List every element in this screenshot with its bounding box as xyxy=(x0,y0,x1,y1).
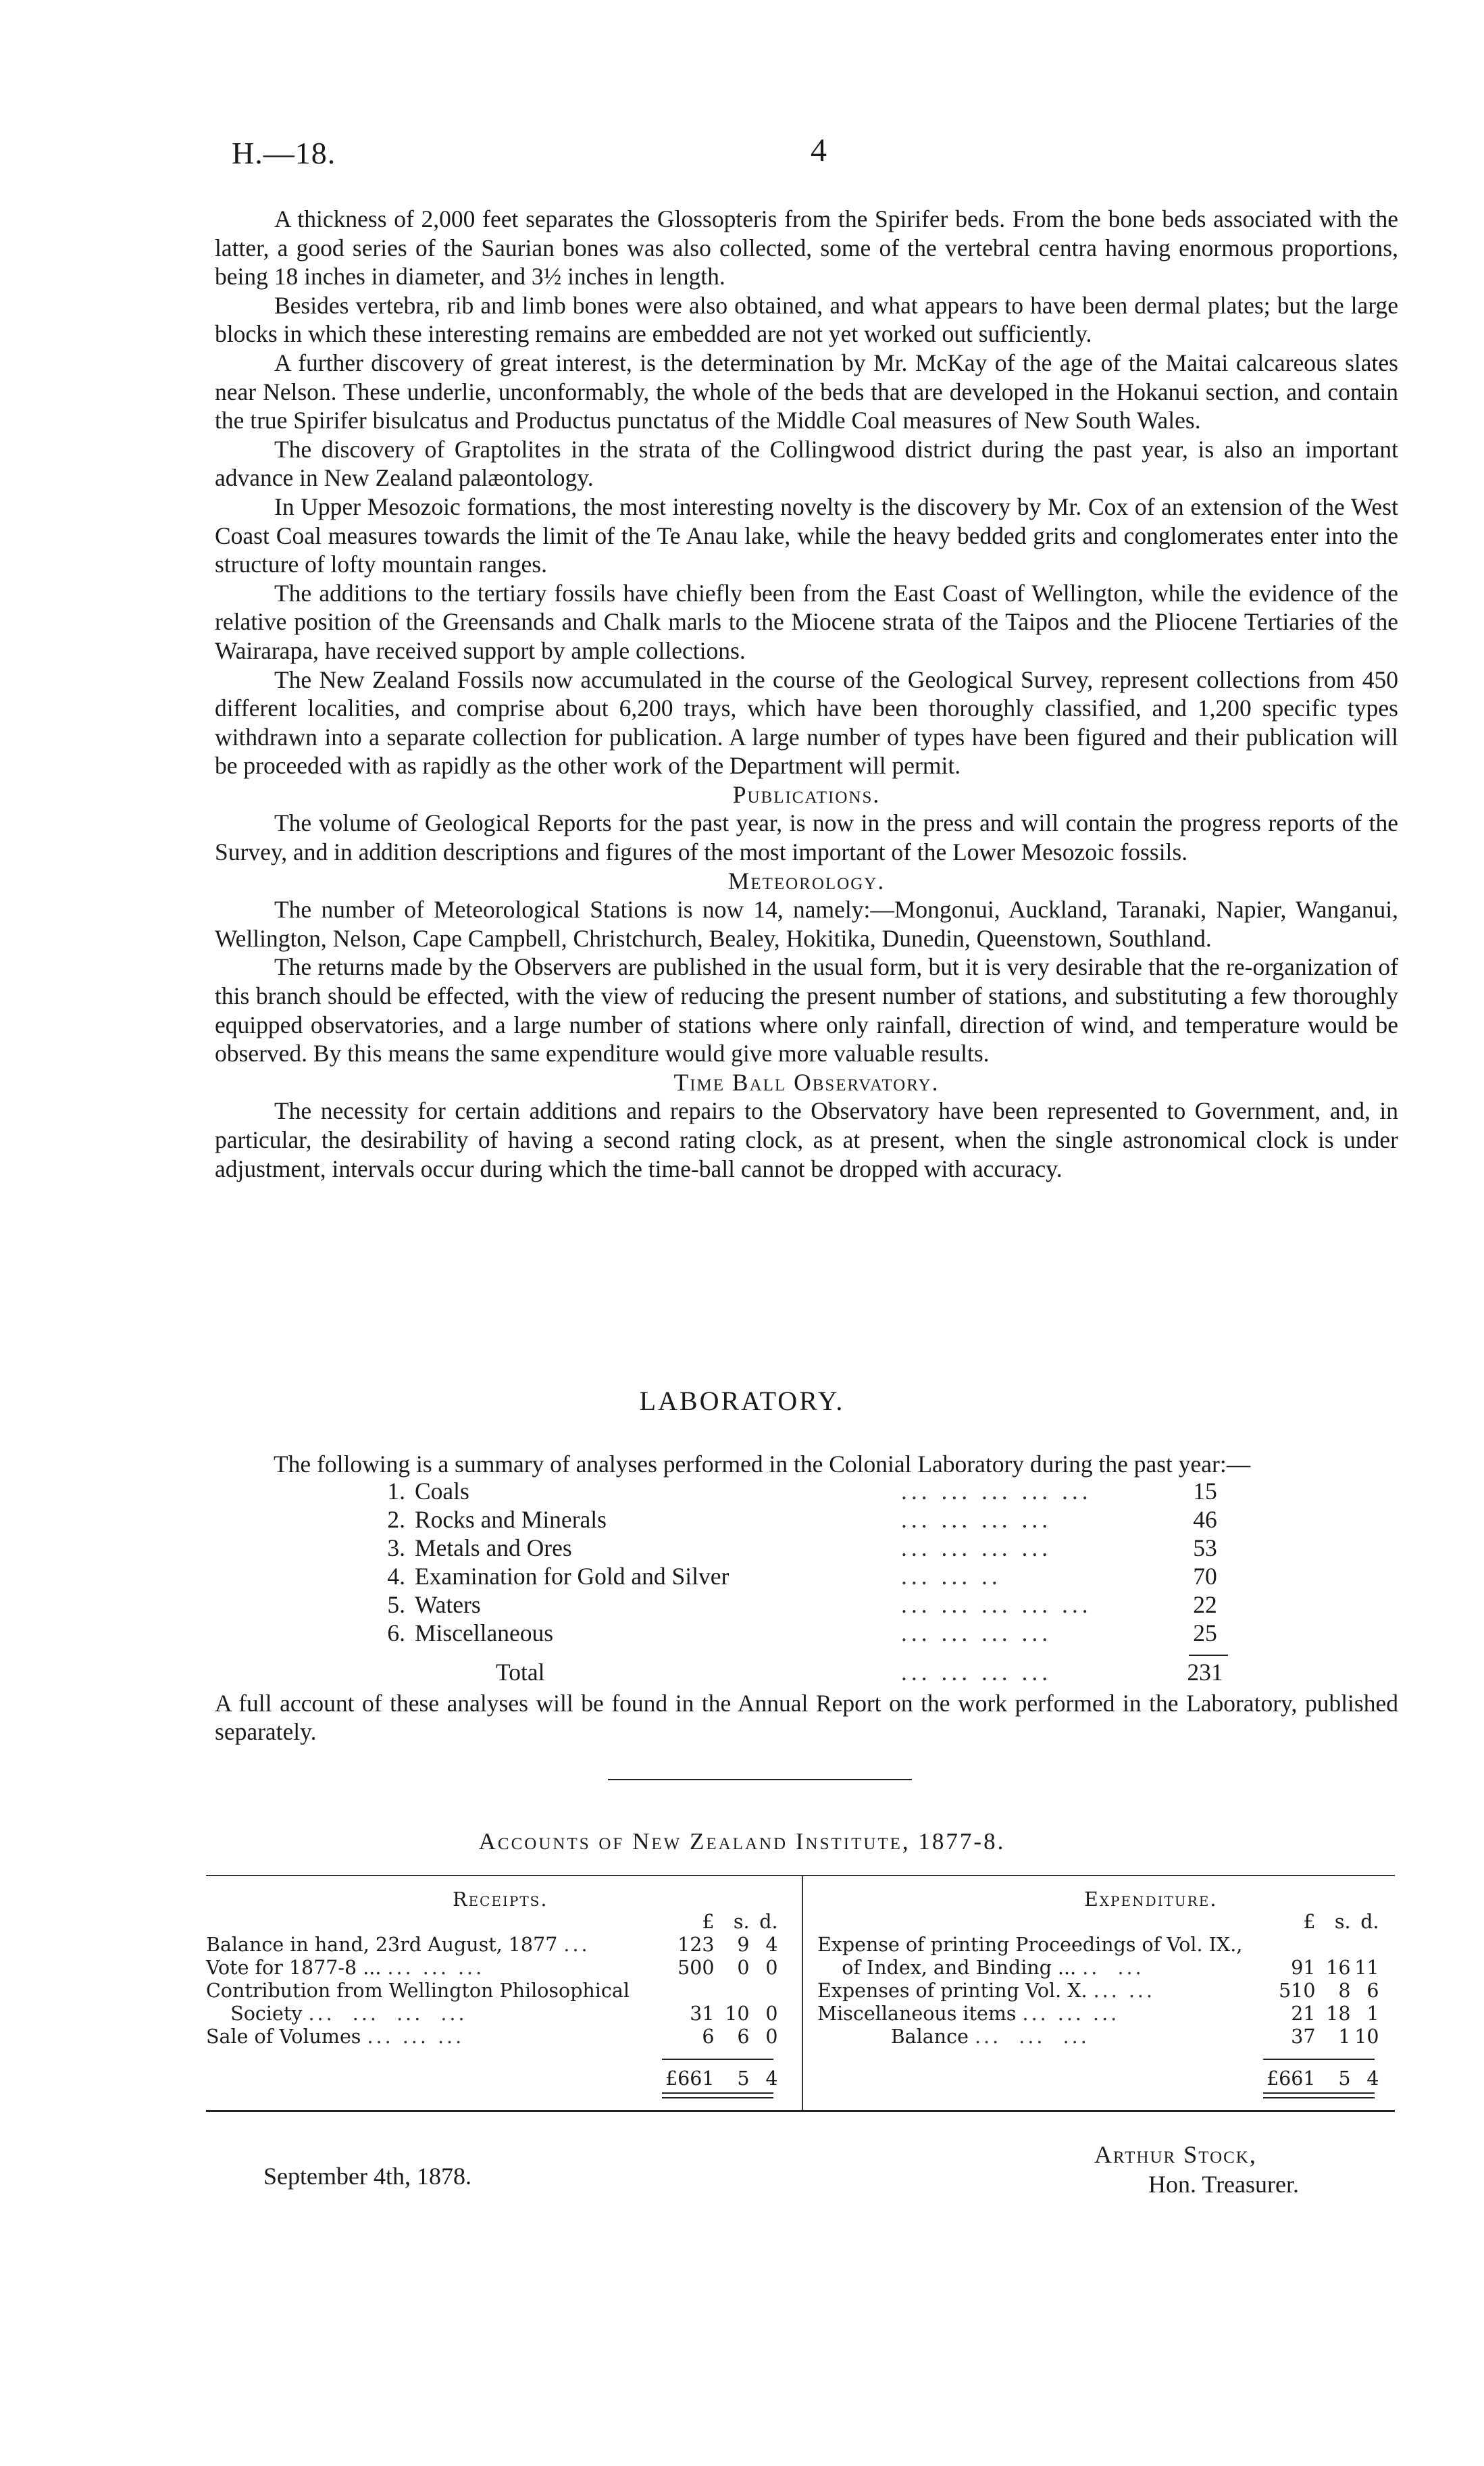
table-row xyxy=(365,1590,1239,1619)
table-row xyxy=(365,1477,1239,1505)
shillings-header: s. xyxy=(1334,1911,1351,1933)
item-count: 25 xyxy=(1193,1619,1217,1646)
receipts-table xyxy=(206,1910,778,2090)
paragraph: The discovery of Graptolites in the strata of the Collingwood district during the past year, is also an important advance in New Zealand palæontology. xyxy=(215,435,1398,492)
table-row xyxy=(365,1562,1239,1590)
pence xyxy=(750,1979,778,2002)
leader-dots: ... ... .. xyxy=(901,1563,1002,1590)
total-pence: 4 xyxy=(765,2067,778,2090)
leader-dots: ... xyxy=(563,1934,590,1956)
total-pounds: £661 xyxy=(1266,2067,1316,2090)
shillings: 10 xyxy=(725,2003,750,2025)
item-number: 2. xyxy=(387,1506,405,1533)
leader-dots: ... ... ... ... xyxy=(901,1534,1052,1561)
leader-dots: ... ... xyxy=(1093,1980,1156,2002)
total-pounds: £661 xyxy=(665,2067,715,2090)
item-label: Coals xyxy=(415,1478,469,1505)
signatory-title: Hon. Treasurer. xyxy=(1148,2171,1299,2198)
row-label: Balance xyxy=(817,2025,969,2048)
shillings: 6 xyxy=(737,2025,750,2048)
pounds-header: £ xyxy=(1303,1911,1316,1933)
pence: 0 xyxy=(765,2003,778,2025)
shillings: 8 xyxy=(1338,1980,1351,2002)
paragraph: The number of Meteorological Stations is now 14, namely:—Mongonui, Auckland, Taranaki, Napier, Wanganui, Wellington, Nelson, Cape Campbell, Christchurch, Bealey, Hokitika, Dunedin, Queenstown, Southland. xyxy=(215,896,1398,952)
geology-section xyxy=(215,205,1398,1183)
paragraph: A thickness of 2,000 feet separates the Glossopteris from the Spirifer beds. From the bone beds associated with the latter, a good series of the Saurian bones was also collected, some of the vertebral centra having enormous proportions, being 18 inches in diameter, and 3½ inches in length. xyxy=(215,205,1398,291)
pence: 10 xyxy=(1354,2025,1379,2048)
report-date: September 4th, 1878. xyxy=(263,2163,471,2190)
leader-dots: ... ... ... xyxy=(387,1957,485,1979)
accounts-title: Accounts of New Zealand Institute, 1877-8. xyxy=(478,1828,1006,1855)
paragraph: The additions to the tertiary fossils have chiefly been from the East Coast of Wellington, while the evidence of the relative position of the Greensands and Chalk marls to the Miocene strata of the Taipos and the Pliocene Tertiaries of the Wairarapa, have received support by ample collections. xyxy=(215,579,1398,664)
item-count: 46 xyxy=(1193,1506,1217,1533)
total-label: Total xyxy=(496,1659,545,1686)
shillings: 9 xyxy=(737,1934,750,1956)
paragraph: Besides vertebra, rib and limb bones were also obtained, and what appears to have been dermal plates; but the large blocks in which these interesting remains are embedded are not yet worked out sufficiently. xyxy=(215,291,1398,348)
paragraph: The New Zealand Fossils now accumulated in the course of the Geological Survey, represent collections from 450 different localities, and comprise about 6,200 trays, which have been thoroughly classified, and 1,200 specific types withdrawn into a separate collection for publication. A large number of types have been figured and their publication will be proceeded with as rapidly as the other work of the Department will permit. xyxy=(215,665,1398,780)
item-number: 1. xyxy=(387,1478,405,1505)
item-label: Rocks and Minerals xyxy=(415,1506,607,1533)
table-row xyxy=(817,2025,1379,2048)
pounds xyxy=(665,1979,715,2002)
expenditure-table xyxy=(817,1910,1379,2090)
total-pence: 4 xyxy=(1366,2067,1379,2090)
paragraph: In Upper Mesozoic formations, the most interesting novelty is the discovery by Mr. Cox of an extension of the West Coast Coal measures towards the limit of the Te Anau lake, while the heavy bedded grits and conglomerates enter into the structure of lofty mountain ranges. xyxy=(215,493,1398,578)
pounds: 21 xyxy=(1291,2003,1316,2025)
table-row xyxy=(206,1933,778,1956)
table-row xyxy=(817,1933,1379,1956)
subtotal-rule xyxy=(1263,2059,1375,2060)
analyses-table xyxy=(365,1477,1239,1686)
total-shillings: 5 xyxy=(737,2067,750,2090)
item-count: 22 xyxy=(1193,1591,1217,1618)
item-number: 3. xyxy=(387,1534,405,1561)
item-label: Waters xyxy=(415,1591,481,1618)
pence: 6 xyxy=(1366,1980,1379,2002)
paragraph: The volume of Geological Reports for the past year, is now in the press and will contain the progress reports of the Survey, and in addition descriptions and figures of the most important of the Lower Mesozoic fossils. xyxy=(215,809,1398,866)
total-shillings: 5 xyxy=(1338,2067,1351,2090)
leader-dots: ... ... ... ... ... xyxy=(901,1478,1092,1505)
row-label: Contribution from Wellington Philosophical xyxy=(206,1980,630,2002)
item-label: Miscellaneous xyxy=(415,1619,554,1646)
shillings-header: s. xyxy=(733,1911,750,1933)
pounds: 510 xyxy=(1279,1980,1316,2002)
total-row xyxy=(365,1647,1239,1686)
pounds: 6 xyxy=(702,2025,715,2048)
column-headers xyxy=(817,1910,1379,1933)
column-headers xyxy=(206,1910,778,1933)
row-label: of Index, and Binding ... xyxy=(817,1957,1077,1979)
pence: 1 xyxy=(1366,2003,1379,2025)
leader-dots: .. ... xyxy=(1082,1957,1144,1979)
leader-dots: ... ... ... xyxy=(367,2025,465,2048)
page-number: 4 xyxy=(811,132,827,168)
pence-header: d. xyxy=(759,1911,778,1933)
row-label: Miscellaneous items xyxy=(817,2003,1017,2025)
leader-dots: ... ... ... xyxy=(975,2025,1090,2048)
leader-dots: ... ... ... ... xyxy=(901,1506,1052,1533)
pence: 4 xyxy=(765,1934,778,1956)
row-label: Expense of printing Proceedings of Vol. IX., xyxy=(817,1934,1243,1956)
accounts-table xyxy=(206,1875,1395,2118)
leader-dots: ... ... ... ... xyxy=(901,1659,1052,1686)
table-row xyxy=(365,1534,1239,1562)
section-heading-time-ball: Time Ball Observatory. xyxy=(673,1068,940,1096)
table-row xyxy=(817,2002,1379,2025)
table-row xyxy=(206,1956,778,1979)
table-row xyxy=(206,2025,778,2048)
row-label: Society xyxy=(206,2003,303,2025)
shillings: 16 xyxy=(1326,1957,1351,1979)
row-label: Balance in hand, 23rd August, 1877 xyxy=(206,1934,558,1956)
item-number: 4. xyxy=(387,1563,405,1590)
total-double-rule xyxy=(1263,2092,1375,2098)
table-row xyxy=(365,1505,1239,1534)
section-heading-publications: Publications. xyxy=(732,780,881,808)
shillings xyxy=(715,1979,750,2002)
signatory-name: Arthur Stock, xyxy=(1094,2141,1257,2168)
pence xyxy=(1351,1933,1379,1956)
table-row xyxy=(817,1979,1379,2002)
laboratory-title: LABORATORY. xyxy=(639,1386,845,1416)
laboratory-footer: A full account of these analyses will be found in the Annual Report on the work performed in the Laboratory, published separately. xyxy=(215,1690,1398,1745)
pence-header: d. xyxy=(1360,1911,1379,1933)
pounds: 31 xyxy=(690,2003,715,2025)
item-label: Metals and Ores xyxy=(415,1534,572,1561)
total-row xyxy=(206,2048,778,2090)
pounds xyxy=(1266,1933,1316,1956)
shillings: 0 xyxy=(737,1957,750,1979)
total-count: 231 xyxy=(1187,1659,1223,1686)
table-row xyxy=(365,1619,1239,1647)
pounds: 123 xyxy=(677,1934,715,1956)
table-row xyxy=(817,1956,1379,1979)
row-label: Expenses of printing Vol. X. xyxy=(817,1980,1088,2002)
table-column-divider xyxy=(802,1875,803,2110)
laboratory-intro: The following is a summary of analyses performed in the Colonial Laboratory during the past year:— xyxy=(274,1451,1251,1478)
expenditure-heading: Expenditure. xyxy=(1084,1888,1218,1911)
item-count: 53 xyxy=(1193,1534,1217,1561)
paragraph: The returns made by the Observers are published in the usual form, but it is very desirable that the re-organization of this branch should be effected, with the view of reducing the present number of stations, and substituting a few thoroughly equipped observatories, and a large number of stations where only rainfall, direction of wind, and temperature would be observed. By this means the same expenditure would give more valuable results. xyxy=(215,953,1398,1067)
receipts-heading: Receipts. xyxy=(453,1888,548,1911)
pounds: 91 xyxy=(1291,1957,1316,1979)
table-row xyxy=(206,2002,778,2025)
pounds-header: £ xyxy=(702,1911,715,1933)
pence: 0 xyxy=(765,1957,778,1979)
leader-dots: ... ... ... ... ... xyxy=(901,1591,1092,1618)
item-number: 6. xyxy=(387,1619,405,1646)
leader-dots: ... ... ... ... xyxy=(901,1619,1052,1646)
paragraph: A further discovery of great interest, is the determination by Mr. McKay of the age of the Maitai calcareous slates near Nelson. These underlie, unconformably, the whole of the beds that are developed in the Hokanui section, and contain the true Spirifer bisulcatus and Productus punctatus of the Middle Coal measures of New South Wales. xyxy=(215,349,1398,434)
leader-dots: ... ... ... ... xyxy=(308,2003,467,2025)
shillings xyxy=(1316,1933,1351,1956)
item-label: Examination for Gold and Silver xyxy=(415,1563,730,1590)
leader-dots: ... ... ... xyxy=(1022,2003,1120,2025)
row-label: Sale of Volumes xyxy=(206,2025,361,2048)
document-reference: H.—18. xyxy=(232,136,336,170)
total-rule xyxy=(1189,1655,1228,1656)
shillings: 18 xyxy=(1326,2003,1351,2025)
item-count: 70 xyxy=(1193,1563,1217,1590)
section-heading-meteorology: Meteorology. xyxy=(727,867,886,895)
pounds: 37 xyxy=(1291,2025,1316,2048)
total-row xyxy=(817,2048,1379,2090)
paragraph: The necessity for certain additions and repairs to the Observatory have been represented to Government, and, in particular, the desirability of having a second rating clock, as at present, when the single astronomical clock is under adjustment, intervals occur during which the time-ball cannot be dropped with accuracy. xyxy=(215,1097,1398,1182)
item-number: 5. xyxy=(387,1591,405,1618)
section-separator xyxy=(608,1779,912,1780)
item-count: 15 xyxy=(1193,1478,1217,1505)
pence: 11 xyxy=(1354,1957,1379,1979)
table-top-rule xyxy=(206,1875,1395,1876)
pounds: 500 xyxy=(677,1957,715,1979)
row-label: Vote for 1877-8 ... xyxy=(206,1957,382,1979)
subtotal-rule xyxy=(662,2059,773,2060)
table-row xyxy=(206,1979,778,2002)
pence: 0 xyxy=(765,2025,778,2048)
table-bottom-rule xyxy=(206,2110,1395,2112)
total-double-rule xyxy=(662,2092,773,2098)
shillings: 1 xyxy=(1338,2025,1351,2048)
